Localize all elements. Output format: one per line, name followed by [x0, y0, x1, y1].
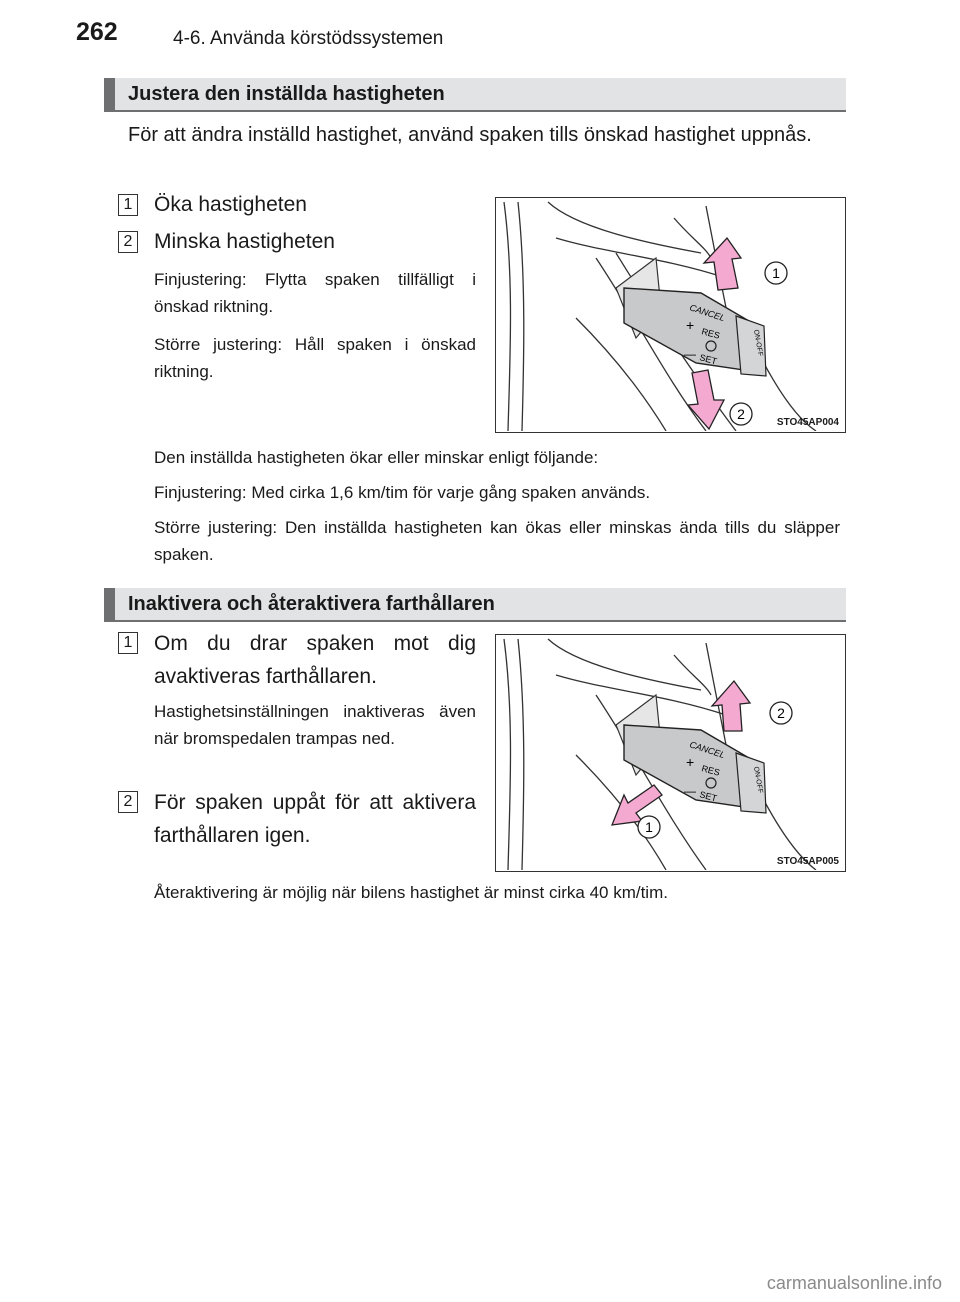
callout-2: 2 — [777, 705, 785, 721]
figure-code: STO45AP004 — [776, 417, 839, 428]
section-heading-cancel-resume — [104, 588, 846, 622]
brake-cancel-note: Hastighetsinställningen inaktiveras även när bromspedalen trampas ned. — [154, 702, 476, 748]
note-fine-adjust: Finjustering: Med cirka 1,6 km/tim för varje gång spaken används. — [154, 483, 651, 502]
figure-lever-cancel-resume — [495, 634, 846, 872]
note-large-adjust: Större justering: Den inställda hastigheten kan ökas eller minskas ända tills du släpper spaken. — [154, 518, 840, 564]
watermark: carmanualsonline.info — [766, 1273, 942, 1293]
large-adjust-text: Större justering: Håll spaken i önskad riktning. — [154, 335, 476, 381]
lever-label-plus: + — [686, 317, 695, 333]
figure-code: STO45AP005 — [776, 856, 839, 867]
arrow-up-icon — [704, 238, 741, 290]
figure-lever-speed-adjust — [495, 197, 846, 433]
lever-label-cancel: CANCEL — [688, 302, 727, 324]
lever-label-res: RES — [700, 326, 721, 341]
callout-2: 2 — [737, 406, 745, 422]
item-number-1: 1 — [118, 632, 138, 654]
lever-illustration — [496, 198, 844, 431]
lever-label-minus: — — [684, 347, 696, 361]
arrow-up-icon — [712, 681, 750, 731]
lever-label-res: RES — [700, 763, 721, 778]
item-resume-cruise: För spaken uppåt för att aktivera farthållaren igen. — [154, 791, 476, 847]
item-increase-speed: Öka hastigheten — [154, 193, 307, 216]
lever-label-set: SET — [698, 352, 718, 367]
item-number-2: 2 — [118, 791, 138, 813]
lever-label-minus: — — [684, 784, 696, 798]
lever-label-set: SET — [698, 789, 718, 804]
resume-speed-note: Återaktivering är möjlig när bilens hastighet är minst cirka 40 km/tim. — [154, 883, 668, 902]
lever-illustration — [496, 635, 844, 870]
fine-adjust-text: Finjustering: Flytta spaken tillfälligt i önskad riktning. — [154, 270, 476, 316]
section-title: Inaktivera och återaktivera farthållaren — [128, 593, 495, 615]
intro-paragraph: För att ändra inställd hastighet, använd spaken tills önskad hastighet uppnås. — [128, 124, 812, 146]
section-title: Justera den inställda hastigheten — [128, 83, 445, 105]
lever-label-cancel: CANCEL — [688, 739, 727, 761]
item-decrease-speed: Minska hastigheten — [154, 230, 335, 253]
lever-label-onoff: ON-OFF — [752, 766, 764, 794]
running-header: 4-6. Använda körstödssystemen — [173, 28, 444, 49]
item-number-1: 1 — [118, 194, 138, 216]
lever-label-plus: + — [686, 754, 695, 770]
section-stripe — [104, 588, 115, 620]
section-stripe — [104, 78, 115, 110]
section-heading-adjust-speed — [104, 78, 846, 112]
item-number-2: 2 — [118, 231, 138, 253]
page-number: 262 — [76, 18, 118, 46]
note-adjust-behavior: Den inställda hastigheten ökar eller minskar enligt följande: — [154, 448, 599, 467]
callout-1: 1 — [772, 265, 780, 281]
item-cancel-cruise: Om du drar spaken mot dig avaktiveras farthållaren. — [154, 632, 476, 688]
lever-label-onoff: ON-OFF — [752, 329, 764, 357]
callout-1: 1 — [645, 819, 653, 835]
arrow-down-icon — [688, 370, 724, 429]
